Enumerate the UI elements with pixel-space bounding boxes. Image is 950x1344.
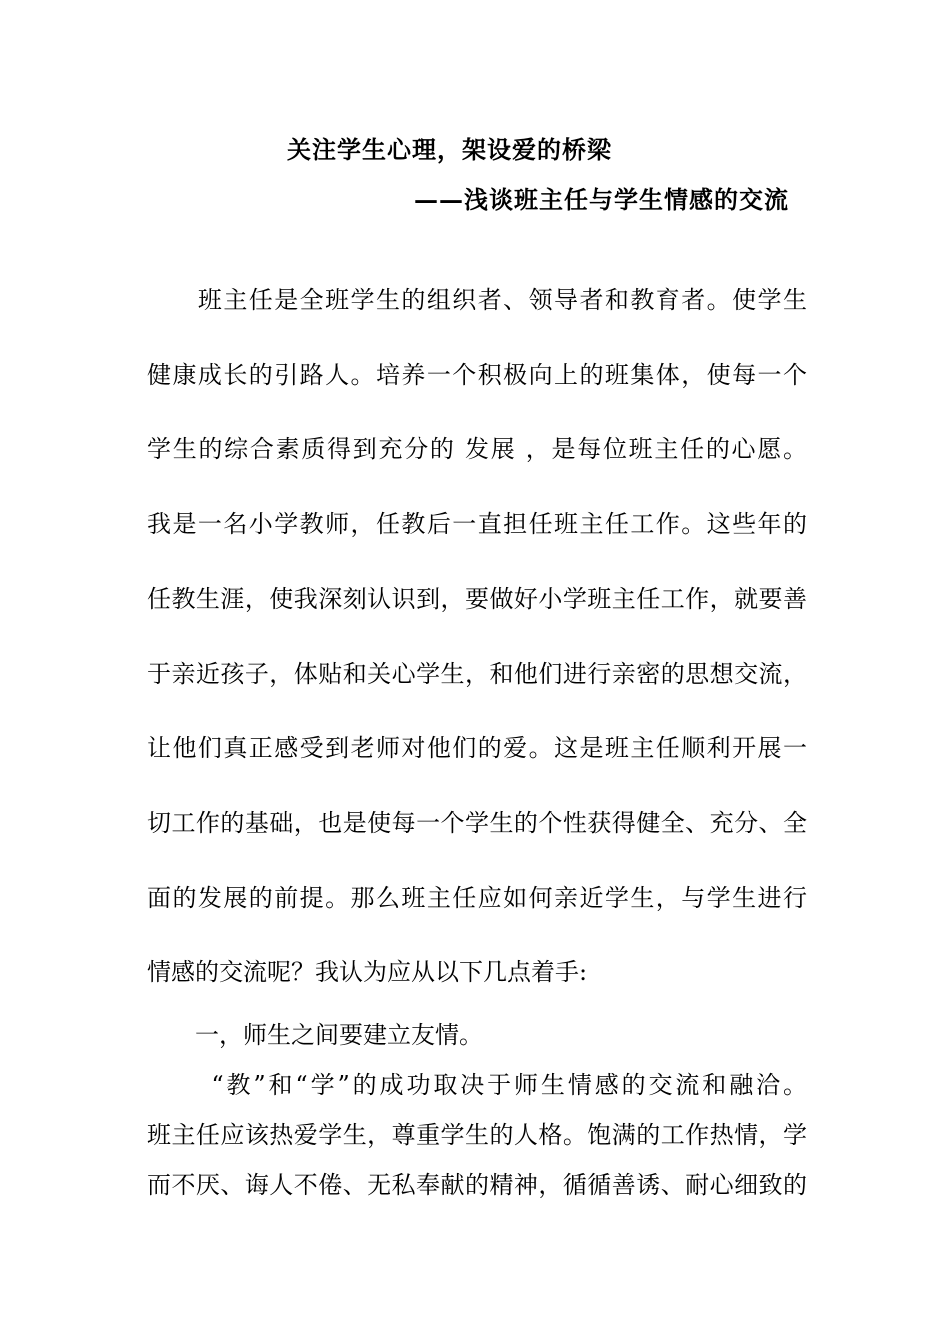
document-subtitle: ——浅谈班主任与学生情感的交流 bbox=[414, 185, 789, 214]
paragraph-line: “教”和“学”的成功取决于师生情感的交流和融洽。 bbox=[147, 1071, 807, 1099]
paragraph-line: 我是一名小学教师，任教后一直担任班主任工作。这些年的 bbox=[147, 510, 807, 538]
paragraph-line: 于亲近孩子，体贴和关心学生，和他们进行亲密的思想交流， bbox=[147, 660, 807, 688]
document-title: 关注学生心理，架设爱的桥梁 bbox=[287, 135, 612, 164]
paragraph-line: 切工作的基础，也是使每一个学生的个性获得健全、充分、全 bbox=[147, 809, 807, 837]
section-heading: 一，师生之间要建立友情。 bbox=[147, 1021, 483, 1049]
paragraph-line: 情感的交流呢？我认为应从以下几点着手: bbox=[147, 958, 588, 986]
paragraph-line: 而不厌、诲人不倦、无私奉献的精神，循循善诱、耐心细致的 bbox=[147, 1171, 807, 1199]
paragraph-line: 任教生涯，使我深刻认识到，要做好小学班主任工作，就要善 bbox=[147, 585, 807, 613]
paragraph-line: 班主任是全班学生的组织者、领导者和教育者。使学生 bbox=[147, 286, 807, 314]
paragraph-line: 面的发展的前提。那么班主任应如何亲近学生，与学生进行 bbox=[147, 884, 807, 912]
paragraph-line: 学生的综合素质得到充分的 发展 ，是每位班主任的心愿。 bbox=[147, 435, 807, 463]
paragraph-line: 健康成长的引路人。培养一个积极向上的班集体，使每一个 bbox=[147, 361, 807, 389]
paragraph-line: 让他们真正感受到老师对他们的爱。这是班主任顺利开展一 bbox=[147, 734, 807, 762]
paragraph-line: 班主任应该热爱学生，尊重学生的人格。饱满的工作热情，学 bbox=[147, 1121, 807, 1149]
